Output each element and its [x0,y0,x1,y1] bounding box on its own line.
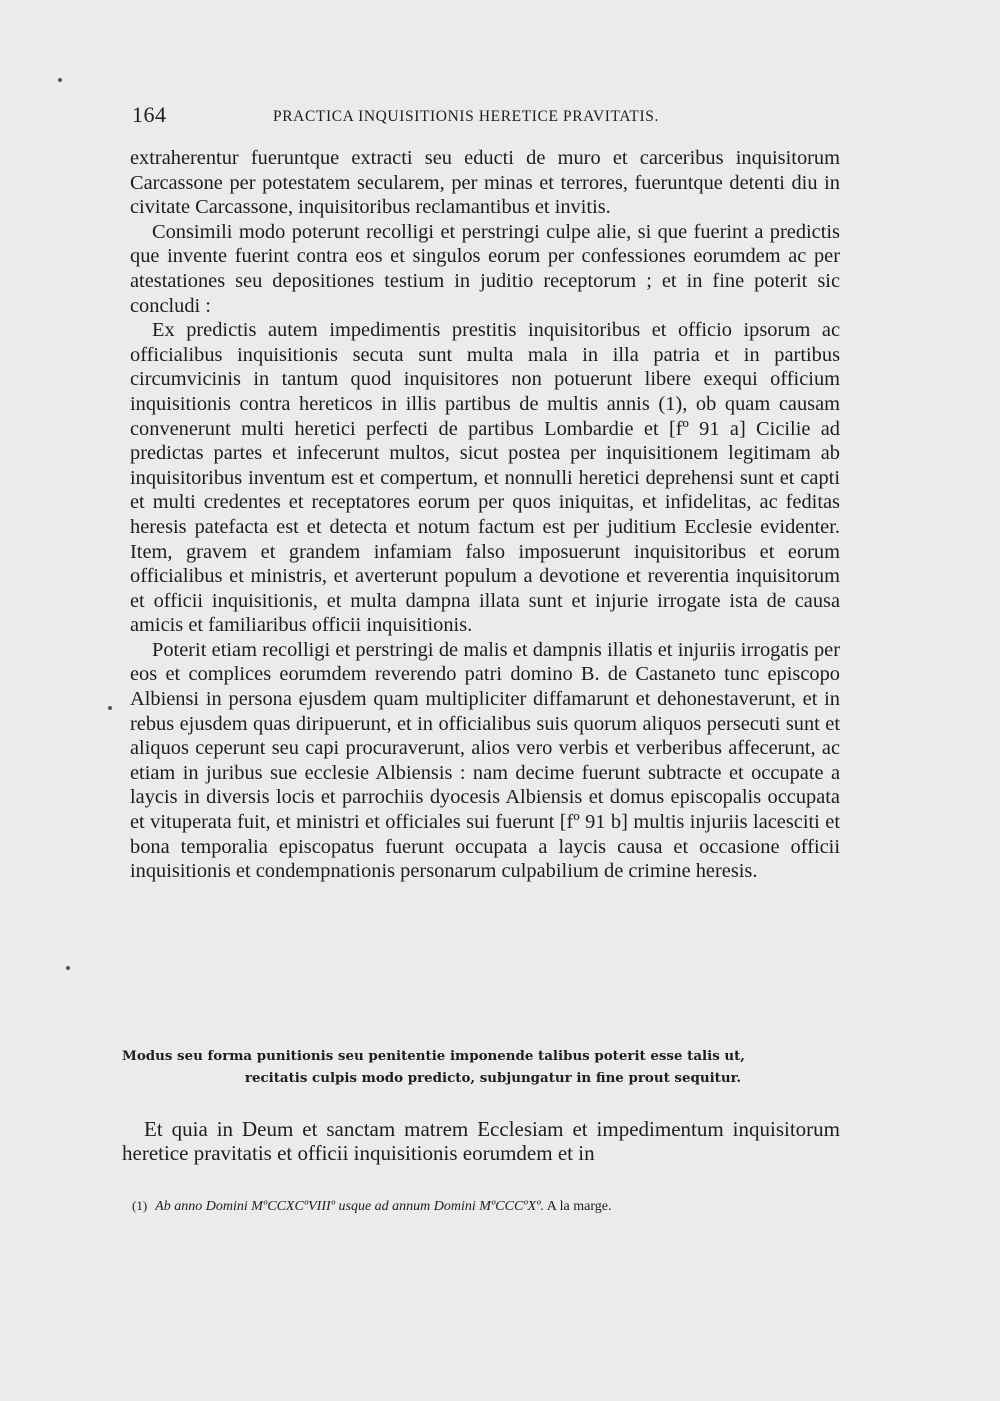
paragraph [130,318,840,638]
closing-text [122,1117,840,1165]
paper-speck [108,706,112,710]
footnote-mark: (1) [132,1198,148,1213]
main-text [130,146,840,884]
section-heading-line: recitatis culpis modo predicto, subjungatur in fine prout sequitur. [244,1070,742,1086]
paragraph: Et quia in Deum et sanctam matrem Ecclesiam et impedimentum inquisitorum heretice pravitatis et officii inquisitionis eorumdem et in [122,1117,840,1165]
paragraph-continuation: extraherentur fueruntque extracti seu educti de muro et carceribus inquisitorum Carcassone per potestatem secularem, per minas et terrores, fueruntque detenti diu in civitate Carcassone, inquisitoribus reclamantibus et invitis. [130,147,840,219]
running-title: PRACTICA INQUISITIONIS HERETICE PRAVITATIS. [273,108,659,125]
paragraph-text: , ob quam causam convenerunt multi heretici perfecti de partibus Lombardie et [fº 91 a] Cicilie ad predictas partes et infecerunt multos, sicut postea per inquisitionem legitimam ab inquisitoribus inventum est et compertum, et nonnulli heretici deprehensi sunt et capti et multi credentes et receptatores eorum per quos iniquitas, et infidelitas, ac feditas heresis patefacta est et detecta et notum factum est per juditium Ecclesie evidenter. Item, gravem et grandem infamiam falso imposuerunt inquisitoribus et eorum officialibus et ministris, et averterunt populum a devotione et reverentia inquisitorum et officii inquisitionis, et multa dampna illata sunt et injurie irrogate ista de causa amicis et familiaribus officii inquisitionis. [130,392,840,637]
footnote-reference: (1) [658,392,683,415]
footnote [132,1196,812,1217]
paper-speck [58,78,62,82]
page-number: 164 [132,102,167,127]
paragraph: Poterit etiam recolligi et perstringi de malis et dampnis illatis et injuriis irrogatis per eos et complices eorumdem reverendo patri domino B. de Castaneto tunc episcopo Albiensi in persona ejusdem quam multipliciter diffamarunt et dehonestaverunt, et in rebus ejusdem quas diripuerunt, et in officialibus suis quorum aliquos persecuti sunt et aliquos ceperunt seu capi procuraverunt, alios vero verbis et verberibus affecerunt, ac etiam in juribus sue ecclesie Albiensis : nam decime fuerunt subtracte et occupate a laycis in diversis locis et parrochiis dyocesis Albiensis et domus episcopalis occupata et vituperata fuit, et ministri et officiales sui fuerunt [fº 91 b] multis injuriis lacesciti et bona temporalia episcopatus fuerunt occupata a laycis causa et occasione officii inquisitionis et condempnationis personarum culpabilium de crimine heresis. [130,638,840,883]
footnote-text: A la marge. [546,1199,612,1214]
paragraph: Consimili modo poterunt recolligi et perstringi culpe alie, si que fuerint a predictis que invente fuerint contra eos et singulos eorum per confessiones eorumdem ac per atestationes seu depositiones testium in juditio receptorum ; et in fine poterit sic concludi : [130,220,840,317]
section-heading-line: Modus seu forma punitionis seu penitentie imponende talibus poterit esse talis ut, [122,1048,745,1064]
footnote-italic-text: Ab anno Domini MºCCXCºVIIIº usque ad annum Domini MºCCCºXº. [155,1199,545,1214]
page-header [128,102,840,130]
section-heading [122,1045,844,1089]
paper-speck [66,966,70,970]
paragraph-text: Ex predictis autem impedimentis prestitis inquisitoribus et officio ipsorum ac officialibus inquisitionis secuta sunt multa mala in illa patria et in partibus circumvicinis in tantum quod inquisitores non potuerunt libere exequi officium inquisitionis contra hereticos in illis partibus de multis annis [130,319,840,415]
